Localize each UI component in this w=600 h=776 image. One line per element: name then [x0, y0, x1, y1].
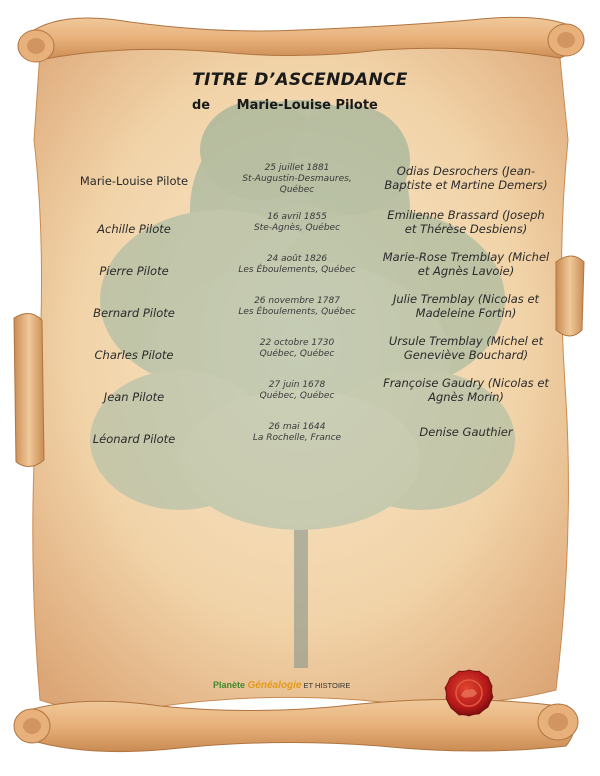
- marriage-place: La Rochelle, France: [252, 433, 342, 443]
- marriage-info: [222, 380, 372, 402]
- ancestor-row: [0, 376, 600, 420]
- marriage-date: 16 avril 1855: [267, 212, 327, 222]
- brand-part-3: ET HISTOIRE: [301, 681, 351, 690]
- marriage-place: Québec, Québec: [259, 391, 335, 401]
- ancestor-name: Bernard Pilote: [93, 306, 175, 320]
- spouse-info: [374, 425, 558, 439]
- ancestor-row: [0, 418, 600, 462]
- subtitle-prefix: de: [192, 98, 211, 113]
- spouse-line-2: Baptiste et Martine Demers): [384, 178, 548, 192]
- marriage-place-2: Québec: [279, 185, 315, 195]
- marriage-date: 26 novembre 1787: [254, 296, 340, 306]
- marriage-info: [222, 163, 372, 196]
- marriage-date: 26 mai 1644: [268, 422, 326, 432]
- ancestor-name: Léonard Pilote: [92, 432, 176, 446]
- marriage-info: [222, 296, 372, 318]
- spouse-info: [374, 164, 558, 192]
- marriage-place: Québec, Québec: [259, 349, 335, 359]
- marriage-date: 24 août 1826: [266, 254, 328, 264]
- spouse-info: [374, 250, 558, 278]
- spouse-line-2: et Thérèse Desbiens): [404, 222, 528, 236]
- wax-seal-icon: [444, 668, 494, 718]
- spouse-line-1: Denise Gauthier: [419, 425, 513, 439]
- marriage-place: St-Augustin-Desmaures,: [242, 174, 352, 184]
- spouse-line-1: Marie-Rose Tremblay (Michel: [382, 250, 550, 264]
- spouse-info: [374, 376, 558, 404]
- ancestor-name: Pierre Pilote: [99, 264, 169, 278]
- spouse-info: [374, 292, 558, 320]
- marriage-info: [222, 422, 372, 444]
- spouse-line-1: Ursule Tremblay (Michel et: [388, 334, 544, 348]
- document-title: TITRE D’ASCENDANCE: [192, 70, 408, 90]
- marriage-info: [222, 338, 372, 360]
- spouse-line-2: Madeleine Fortin): [415, 306, 517, 320]
- marriage-date: 22 octobre 1730: [259, 338, 335, 348]
- document-subtitle: [192, 98, 378, 113]
- spouse-info: [374, 208, 558, 236]
- marriage-info: [222, 254, 372, 276]
- spouse-line-2: Geneviève Bouchard): [403, 348, 529, 362]
- spouse-line-1: Odias Desrochers (Jean-: [396, 164, 536, 178]
- ancestor-name: Jean Pilote: [103, 390, 165, 404]
- brand-part-1: Planète: [213, 680, 248, 690]
- marriage-place: Ste-Agnès, Québec: [253, 223, 341, 233]
- ancestor-row: [0, 250, 600, 294]
- ancestor-name: Marie-Louise Pilote: [79, 174, 189, 188]
- marriage-date: 27 juin 1678: [268, 380, 326, 390]
- spouse-line-1: Emilienne Brassard (Joseph: [387, 208, 545, 222]
- marriage-place: Les Éboulements, Québec: [238, 265, 356, 275]
- brand-part-2: Généalogie: [247, 680, 302, 691]
- ancestor-row: [0, 208, 600, 252]
- ancestor-row: [0, 292, 600, 336]
- ancestor-row: [0, 334, 600, 378]
- brand-logo: [213, 680, 350, 691]
- spouse-line-1: Françoise Gaudry (Nicolas et: [383, 376, 549, 390]
- spouse-line-1: Julie Tremblay (Nicolas et: [392, 292, 540, 306]
- marriage-info: [222, 212, 372, 234]
- subject-name: Marie-Louise Pilote: [236, 98, 378, 113]
- spouse-info: [374, 334, 558, 362]
- ancestor-name: Achille Pilote: [97, 222, 171, 236]
- marriage-date: 25 juillet 1881: [264, 163, 330, 173]
- ancestor-name: Charles Pilote: [94, 348, 174, 362]
- ancestor-row: [0, 160, 600, 204]
- spouse-line-2: Agnès Morin): [428, 390, 504, 404]
- marriage-place: Les Éboulements, Québec: [238, 307, 356, 317]
- spouse-line-2: et Agnès Lavoie): [417, 264, 515, 278]
